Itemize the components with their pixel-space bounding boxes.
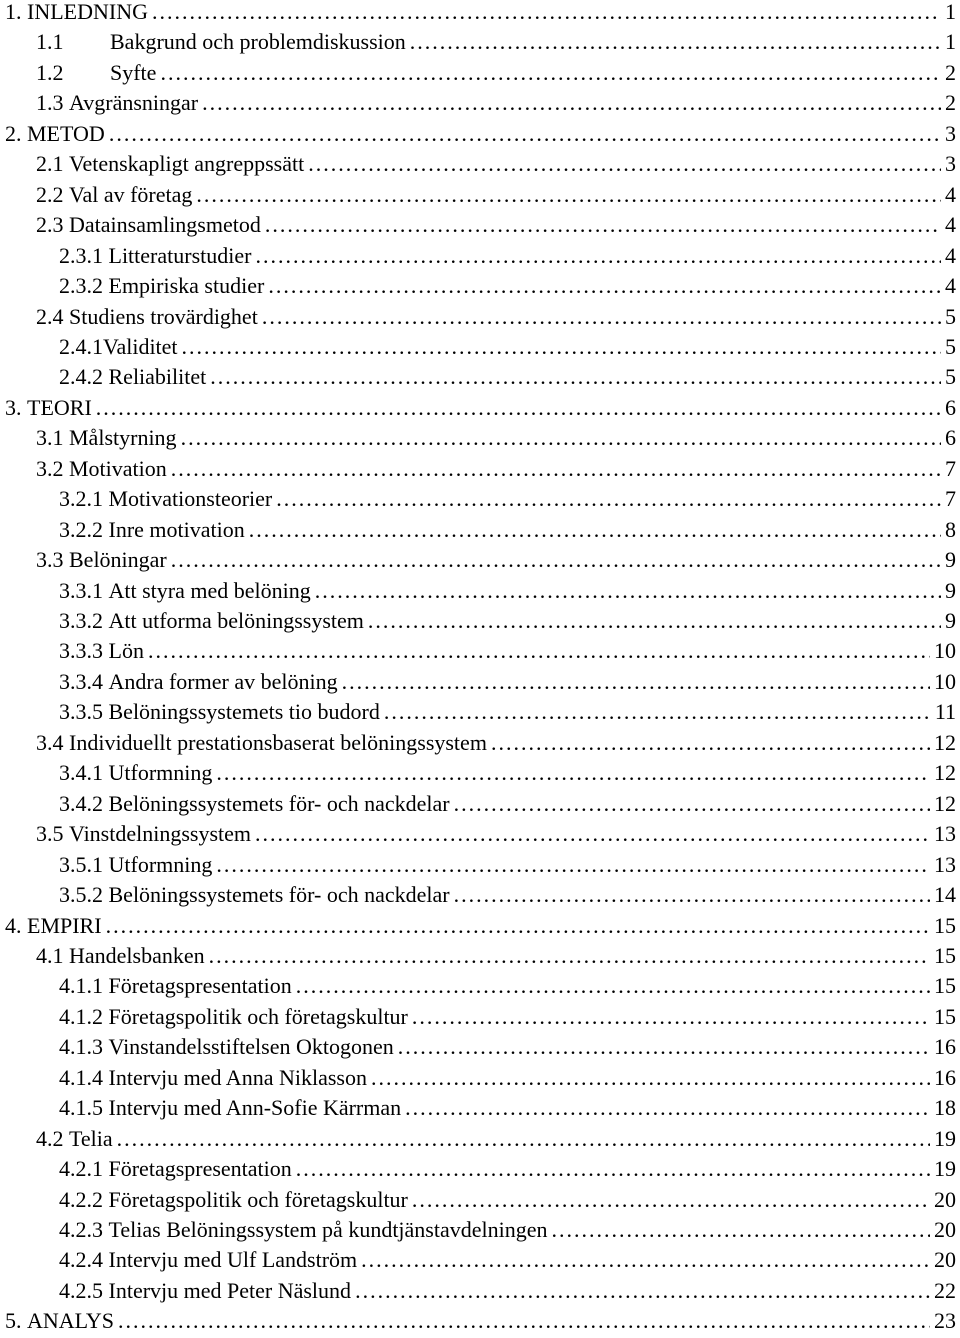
toc-entry-title: Belöningssystemets för- och nackdelar	[108, 882, 450, 908]
toc-page-number: 7	[945, 486, 956, 512]
toc-dot-leader	[262, 306, 941, 328]
toc-entry-title: Andra former av belöning	[108, 668, 338, 694]
toc-entry-number: 3.2.1	[59, 486, 103, 512]
toc-dot-leader	[171, 549, 941, 571]
toc-entry-title: Intervju med Peter Näslund	[108, 1277, 352, 1303]
toc-entry-text	[59, 486, 272, 512]
toc-dot-leader	[96, 397, 941, 419]
toc-entry[interactable]	[0, 699, 960, 729]
toc-entry-title: Inre motivation	[108, 516, 245, 542]
toc-entry-number: 2.	[5, 120, 22, 146]
toc-page-number: 12	[934, 760, 956, 786]
toc-page-number: 9	[945, 577, 956, 603]
toc-entry-title: Att utforma belöningssystem	[108, 608, 364, 633]
toc-entry-number: 2.2	[36, 181, 64, 207]
toc-entry-title: Intervju med Anna Niklasson	[108, 1064, 367, 1090]
toc-page-number: 15	[934, 1003, 956, 1029]
toc-entry-text	[36, 730, 487, 756]
toc-dot-leader	[491, 732, 930, 754]
toc-entry-text	[59, 517, 245, 543]
toc-entry-text	[36, 151, 304, 177]
toc-entry-number: 3.4	[36, 729, 64, 755]
toc-entry[interactable]	[0, 121, 960, 151]
toc-entry-title: METOD	[27, 120, 105, 146]
toc-dot-leader	[276, 488, 941, 510]
toc-entry-title: Bakgrund och problemdiskussion	[110, 29, 406, 55]
toc-entry-title: Syfte	[110, 59, 157, 85]
toc-page-number: 10	[934, 638, 956, 664]
toc-entry[interactable]	[0, 486, 960, 516]
toc-entry-title: INLEDNING	[27, 0, 148, 24]
toc-dot-leader	[412, 1189, 930, 1211]
toc-page-number: 12	[934, 729, 956, 755]
toc-entry[interactable]	[0, 638, 960, 668]
toc-entry-number: 3.2	[36, 455, 64, 481]
toc-page-number: 6	[945, 394, 956, 420]
toc-entry[interactable]	[0, 1217, 960, 1247]
toc-page-number: 14	[934, 882, 956, 908]
toc-page-number: 2	[945, 59, 956, 85]
toc-entry-title: Reliabilitet	[108, 364, 207, 390]
toc-entry-text	[59, 1034, 394, 1060]
toc-entry-title: Företagspolitik och företagskultur	[108, 1003, 408, 1029]
toc-page-number: 18	[934, 1095, 956, 1121]
toc-entry[interactable]	[0, 517, 960, 547]
toc-page-number: 15	[934, 942, 956, 968]
toc-entry-title: Individuellt prestationsbaserat belöningssystem	[69, 729, 487, 755]
toc-page-number: 9	[945, 547, 956, 573]
toc-dot-leader	[255, 245, 941, 267]
toc-entry-text	[36, 456, 167, 482]
toc-entry[interactable]	[0, 1034, 960, 1064]
toc-entry-number: 2.4.1	[59, 333, 103, 359]
toc-dot-leader	[109, 123, 941, 145]
toc-dot-leader	[210, 366, 941, 388]
toc-dot-leader	[202, 92, 941, 114]
toc-entry[interactable]	[0, 730, 960, 760]
toc-page-number: 2	[945, 90, 956, 116]
toc-entry-text	[59, 1187, 408, 1213]
toc-dot-leader	[148, 640, 930, 662]
toc-dot-leader	[265, 214, 941, 236]
toc-entry-title: Lön	[108, 638, 144, 664]
toc-entry[interactable]	[0, 913, 960, 943]
toc-dot-leader	[296, 1158, 930, 1180]
toc-entry[interactable]	[0, 882, 960, 912]
toc-page-number: 4	[945, 273, 956, 299]
toc-entry-text	[59, 334, 178, 360]
toc-entry-title: Belöningssystemets tio budord	[108, 699, 380, 725]
toc-dot-leader	[196, 184, 941, 206]
toc-entry-number: 4.1.1	[59, 973, 103, 999]
toc-entry[interactable]	[0, 334, 960, 364]
toc-entry[interactable]	[0, 943, 960, 973]
toc-entry-text	[5, 913, 102, 939]
toc-dot-leader	[405, 1097, 930, 1119]
toc-dot-leader	[308, 153, 941, 175]
toc-entry[interactable]	[0, 791, 960, 821]
toc-entry-number: 1.	[5, 0, 22, 24]
toc-dot-leader	[342, 671, 930, 693]
toc-entry-number: 4.1.4	[59, 1064, 103, 1090]
toc-entry-title: Vinstdelningssystem	[69, 821, 252, 847]
toc-page-number: 1	[945, 0, 956, 24]
toc-page-number: 11	[934, 699, 956, 725]
toc-dot-leader	[152, 1, 941, 23]
toc-entry-title: Telia	[69, 1125, 113, 1151]
toc-entry[interactable]	[0, 852, 960, 882]
toc-entry-title: Intervju med Ulf Landström	[108, 1247, 358, 1273]
toc-entry[interactable]	[0, 395, 960, 425]
toc-entry-text	[36, 821, 251, 847]
toc-entry[interactable]	[0, 212, 960, 242]
toc-entry-number: 4.2.2	[59, 1186, 103, 1212]
toc-entry[interactable]	[0, 821, 960, 851]
toc-page-number: 19	[934, 1156, 956, 1182]
toc-entry-title: Handelsbanken	[69, 942, 205, 968]
toc-entry-title: EMPIRI	[27, 912, 102, 938]
toc-page-number: 6	[945, 425, 956, 451]
toc-entry-number: 3.3.3	[59, 638, 103, 664]
toc-dot-leader	[117, 1128, 930, 1150]
toc-entry-number: 4.2	[36, 1125, 64, 1151]
toc-dot-leader	[384, 701, 931, 723]
toc-dot-leader	[216, 854, 930, 876]
toc-entry-number: 3.3.4	[59, 668, 103, 694]
toc-entry-number: 1.2	[36, 59, 64, 85]
toc-entry-text	[59, 1217, 548, 1243]
toc-page-number: 5	[945, 333, 956, 359]
toc-entry-number: 3.3	[36, 547, 64, 573]
toc-page-number: 3	[945, 120, 956, 146]
toc-entry-text	[59, 1095, 401, 1121]
toc-entry-text	[59, 273, 264, 299]
toc-entry-text	[59, 791, 450, 817]
toc-dot-leader	[368, 610, 941, 632]
toc-page-number: 4	[945, 212, 956, 238]
toc-entry-number: 2.4	[36, 303, 64, 329]
toc-entry-title: Belöningssystemets för- och nackdelar	[108, 790, 450, 816]
toc-entry[interactable]	[0, 243, 960, 273]
toc-page-number: 16	[934, 1034, 956, 1060]
toc-entry-text	[5, 0, 148, 25]
toc-entry-number: 2.3.1	[59, 242, 103, 268]
toc-entry-number: 4.1.2	[59, 1003, 103, 1029]
toc-entry-text	[36, 212, 261, 238]
toc-entry[interactable]	[0, 1278, 960, 1308]
toc-entry[interactable]	[0, 60, 960, 90]
toc-page-number: 8	[945, 516, 956, 542]
toc-entry[interactable]	[0, 1247, 960, 1277]
toc-page-number: 4	[945, 242, 956, 268]
toc-entry-title: Företagspresentation	[108, 1156, 292, 1182]
toc-dot-leader	[296, 975, 930, 997]
toc-entry[interactable]	[0, 273, 960, 303]
toc-entry[interactable]	[0, 364, 960, 394]
toc-page-number: 9	[945, 608, 956, 633]
toc-page-number: 23	[934, 1308, 956, 1334]
toc-dot-leader	[355, 1280, 930, 1302]
toc-page-number: 22	[934, 1277, 956, 1303]
toc-entry-number: 4.1	[36, 942, 64, 968]
toc-entry-number: 4.1.5	[59, 1095, 103, 1121]
toc-dot-leader	[371, 1067, 930, 1089]
toc-entry-number: 5.	[5, 1308, 22, 1334]
toc-entry-text	[59, 1247, 357, 1273]
toc-page-number: 13	[934, 821, 956, 847]
toc-entry-number: 3.2.2	[59, 516, 103, 542]
toc-entry-text	[36, 425, 177, 451]
toc-entry-title: Utformning	[108, 851, 213, 877]
toc-entry-number: 4.	[5, 912, 22, 938]
toc-entry[interactable]	[0, 608, 960, 638]
toc-entry-text	[59, 364, 206, 390]
toc-entry[interactable]	[0, 425, 960, 455]
toc-entry[interactable]	[0, 1095, 960, 1125]
toc-dot-leader	[171, 458, 941, 480]
toc-entry[interactable]	[0, 1004, 960, 1034]
toc-entry[interactable]	[0, 1187, 960, 1217]
toc-dot-leader	[181, 427, 941, 449]
toc-page-number: 1	[945, 29, 956, 55]
toc-entry-text	[36, 1126, 113, 1152]
toc-entry-number: 3.3.1	[59, 577, 103, 603]
toc-dot-leader	[454, 884, 930, 906]
toc-entry[interactable]	[0, 547, 960, 577]
toc-entry-number: 3.3.2	[59, 608, 103, 633]
toc-page-number: 4	[945, 181, 956, 207]
toc-entry[interactable]	[0, 90, 960, 120]
toc-page-number: 10	[934, 668, 956, 694]
toc-entry[interactable]	[0, 182, 960, 212]
toc-entry-title: Studiens trovärdighet	[69, 303, 258, 329]
toc-dot-leader	[410, 31, 941, 53]
toc-entry-text	[59, 578, 311, 604]
toc-dot-leader	[255, 823, 930, 845]
toc-entry-title: Datainsamlingsmetod	[69, 212, 261, 238]
toc-entry-text	[59, 1004, 408, 1030]
toc-entry-text	[59, 852, 212, 878]
toc-dot-leader	[182, 336, 941, 358]
toc-entry[interactable]	[0, 669, 960, 699]
toc-entry-text	[36, 29, 406, 55]
toc-entry-number: 4.2.1	[59, 1156, 103, 1182]
toc-entry-number: 2.3	[36, 212, 64, 238]
toc-dot-leader	[361, 1249, 930, 1271]
toc-entry-text	[36, 304, 258, 330]
toc-entry-text	[59, 669, 338, 695]
toc-dot-leader	[412, 1006, 930, 1028]
toc-entry-number: 3.5	[36, 821, 64, 847]
toc-entry-title: Utformning	[108, 760, 213, 786]
toc-page-number: 16	[934, 1064, 956, 1090]
toc-entry-number: 4.1.3	[59, 1034, 103, 1060]
toc-dot-leader	[552, 1219, 930, 1241]
toc-entry[interactable]	[0, 973, 960, 1003]
toc-entry-text	[5, 121, 105, 147]
toc-page-number: 20	[934, 1247, 956, 1273]
toc-entry-text	[59, 243, 251, 269]
toc-entry-text	[59, 973, 292, 999]
toc-entry-title: TEORI	[27, 394, 92, 420]
toc-dot-leader	[216, 762, 930, 784]
toc-entry-number: 3.	[5, 394, 22, 420]
toc-dot-leader	[398, 1036, 930, 1058]
toc-entry-title: Målstyrning	[69, 425, 177, 451]
toc-entry[interactable]	[0, 151, 960, 181]
toc-page-number: 20	[934, 1217, 956, 1242]
toc-entry-title: Vinstandelsstiftelsen Oktogonen	[108, 1034, 394, 1060]
toc-page-number: 20	[934, 1186, 956, 1212]
toc-entry[interactable]	[0, 0, 960, 29]
toc-entry[interactable]	[0, 760, 960, 790]
toc-entry-number: 4.2.5	[59, 1277, 103, 1303]
toc-entry-text	[59, 638, 144, 664]
toc-entry[interactable]	[0, 1065, 960, 1095]
toc-entry-title: ANALYS	[27, 1308, 115, 1334]
toc-entry-title: Motivation	[69, 455, 167, 481]
toc-page-number: 7	[945, 455, 956, 481]
toc-entry-title: Företagspresentation	[108, 973, 292, 999]
toc-dot-leader	[106, 915, 930, 937]
toc-entry-title: Vetenskapligt angreppssätt	[69, 151, 305, 177]
toc-entry-text	[59, 608, 364, 634]
toc-entry-number: 2.4.2	[59, 364, 103, 390]
toc-entry-title: Telias Belöningssystem på kundtjänstavdelningen	[108, 1217, 548, 1242]
toc-entry-text	[59, 760, 212, 786]
toc-page-number: 15	[934, 973, 956, 999]
toc-entry-text	[36, 547, 167, 573]
toc-page-number: 13	[934, 851, 956, 877]
toc-entry-title: Intervju med Ann-Sofie Kärrman	[108, 1095, 402, 1121]
toc-entry-number: 3.4.2	[59, 790, 103, 816]
toc-entry-number: 1.3	[36, 90, 64, 116]
toc-entry-title: Validitet	[103, 333, 178, 359]
toc-entry-text	[5, 1308, 114, 1334]
toc-entry-text	[36, 60, 156, 86]
toc-entry[interactable]	[0, 1126, 960, 1156]
toc-dot-leader	[160, 62, 941, 84]
toc-entry-text	[36, 943, 205, 969]
toc-entry-number: 3.5.2	[59, 882, 103, 908]
toc-dot-leader	[454, 793, 930, 815]
toc-entry-number: 4.2.4	[59, 1247, 103, 1273]
toc-page-number: 3	[945, 151, 956, 177]
toc-page-number: 12	[934, 790, 956, 816]
toc-page-number: 19	[934, 1125, 956, 1151]
toc-entry-title: Val av företag	[69, 181, 193, 207]
toc-entry-title: Litteraturstudier	[108, 242, 252, 268]
toc-entry-text	[36, 182, 192, 208]
toc-entry-title: Att styra med belöning	[108, 577, 311, 603]
toc-entry-text	[5, 395, 92, 421]
toc-entry[interactable]	[0, 578, 960, 608]
toc-entry-number: 3.4.1	[59, 760, 103, 786]
toc-entry-title: Avgränsningar	[69, 90, 199, 116]
toc-entry-number: 3.3.5	[59, 699, 103, 725]
toc-entry-text	[59, 1278, 351, 1304]
toc-dot-leader	[268, 275, 941, 297]
toc-entry-title: Motivationsteorier	[108, 486, 273, 512]
toc-entry-title: Empiriska studier	[108, 273, 265, 299]
toc-entry-text	[36, 90, 198, 116]
toc-dot-leader	[249, 519, 941, 541]
toc-entry-text	[59, 1156, 292, 1182]
toc-page-number: 5	[945, 303, 956, 329]
toc-entry-number: 3.1	[36, 425, 64, 451]
toc-entry-number: 3.5.1	[59, 851, 103, 877]
toc-dot-leader	[118, 1310, 930, 1332]
toc-entry[interactable]	[0, 29, 960, 59]
toc-entry-title: Företagspolitik och företagskultur	[108, 1186, 408, 1212]
toc-entry-text	[59, 882, 450, 908]
toc-entry-number: 2.1	[36, 151, 64, 177]
toc-dot-leader	[209, 945, 930, 967]
toc-page-number: 5	[945, 364, 956, 390]
toc-entry-number: 1.1	[36, 29, 64, 55]
toc-entry[interactable]	[0, 456, 960, 486]
toc-entry-title: Belöningar	[69, 547, 167, 573]
toc-entry-number: 2.3.2	[59, 273, 103, 299]
toc-entry[interactable]	[0, 304, 960, 334]
toc-entry[interactable]	[0, 1156, 960, 1186]
toc-entry-text	[59, 699, 380, 725]
toc-page-number: 15	[934, 912, 956, 938]
toc-dot-leader	[315, 580, 941, 602]
toc-entry-text	[59, 1065, 367, 1091]
toc-entry-number: 4.2.3	[59, 1217, 103, 1242]
